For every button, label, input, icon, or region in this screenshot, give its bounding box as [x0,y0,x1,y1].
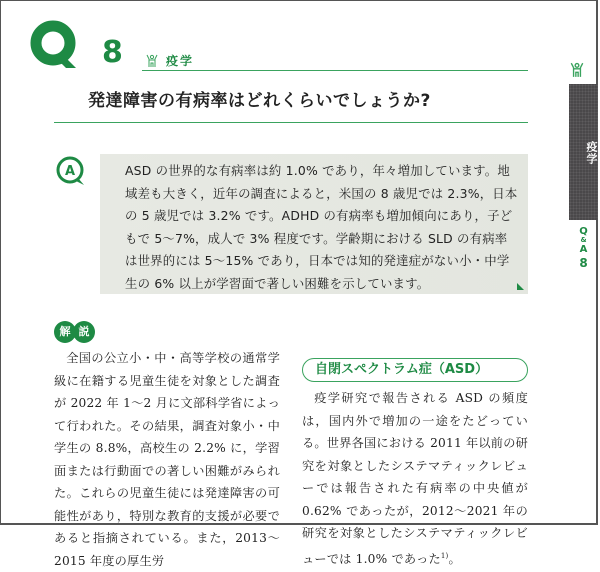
qa-a: A [579,244,588,255]
figure-arms-up-icon [570,62,584,78]
question-title: 発達障害の有病率はどれくらいでしょうか? [88,91,431,111]
header-divider [142,70,528,71]
corner-marker-icon [517,283,524,290]
qa-amp: & [580,236,587,244]
qa-number: 8 [579,256,588,270]
explanation-right-column [302,387,528,570]
qa-q: Q [579,226,588,237]
question-divider [54,122,528,123]
q-icon [30,20,80,70]
footnote-ref[interactable]: 1) [440,551,449,560]
explanation-badge [54,321,95,343]
asd-paragraph-text: 疫学研究で報告される ASD の頻度は，国内外で増加の一途をたどっている。世界各国における 2011 年以前の研究を対象としたシステマティックレビューでは報告された有病率の中央値が 0.62% であったが，2012〜2021 年の研究を対象としたシステマティックレビューでは 1.0% であった [302,391,528,566]
asd-paragraph-end: 。 [448,551,461,566]
asd-paragraph [302,387,528,570]
question-number: 8 [102,35,123,70]
chapter-tab-label: 疫学 [585,141,598,165]
category-text: 疫学 [166,54,195,68]
explanation-badge-char: 説 [73,321,95,343]
explanation-badge-char: 解 [54,321,76,343]
explanation-left-column [54,347,280,572]
category-label [146,52,194,69]
chapter-tab[interactable] [569,84,598,220]
section-heading-asd: 自閉スペクトラム症（ASD） [302,358,528,382]
answer-box [100,154,528,294]
figure-arms-up-icon [146,54,158,68]
qa-index [569,226,598,269]
a-icon [56,156,86,186]
svg-text:A: A [64,164,76,179]
explanation-paragraph: 全国の公立小・中・高等学校の通常学級に在籍する児童生徒を対象とした調査が 2022 年 1〜2 月に文部科学省によって行われた。その結果，調査対象小・中学生の 8.8%，高校生の 2.2% に，学習面または行動面での著しい困難がみられた。これらの児童生徒には発達障害の可能性があり，特別な教育的支援が必要であると指摘されている。また，2013〜2015 年度の厚生労 [54,351,280,568]
answer-text: ASD の世界的な有病率は約 1.0% であり，年々増加しています。地域差も大きく，近年の調査によると，米国の 8 歳児では 2.3%，日本の 5 歳児では 3.2% です。ADHD の有病率も増加傾向にあり，子どもで 5〜7%，成人で 3% 程度です。学齢期における SLD の有病率は世界的には 5〜15% であり，日本では知的発達症がない小・中学生の 6% 以上が学習面で著しい困難を示しています。 [125,163,518,291]
